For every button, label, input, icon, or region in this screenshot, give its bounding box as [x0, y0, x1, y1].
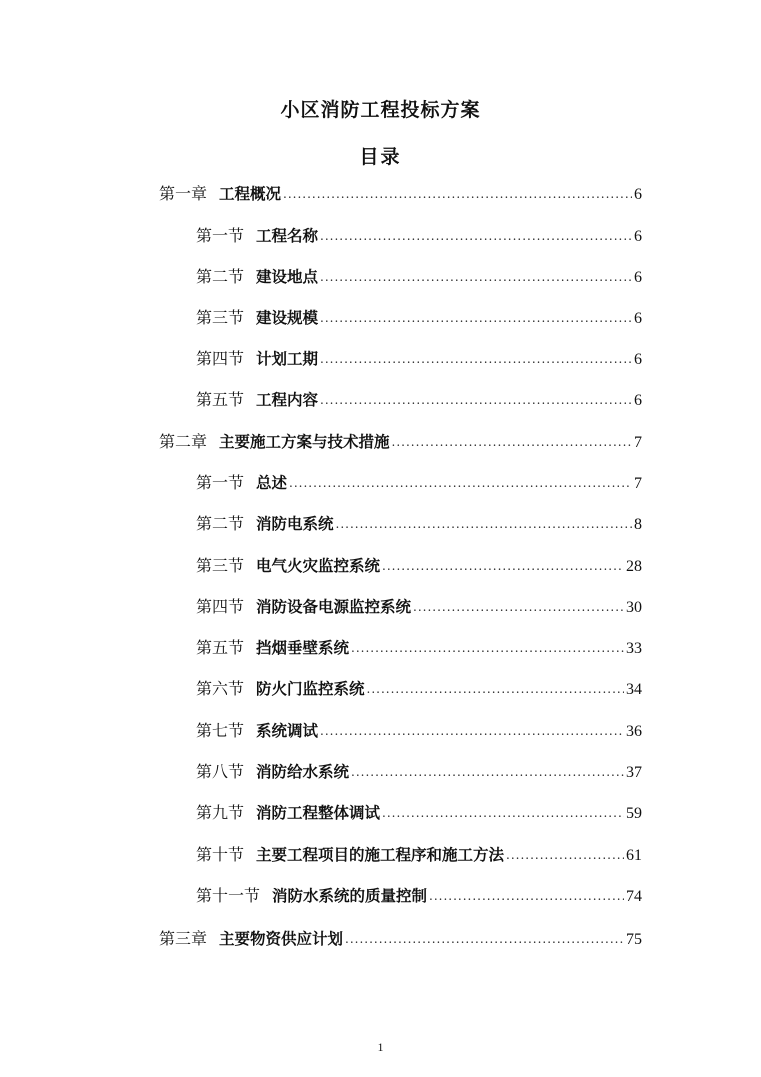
toc-entry-title: 工程内容 [256, 391, 319, 409]
toc-entry-number: 第五节 [196, 638, 245, 657]
toc-entry-section[interactable] [196, 347, 642, 371]
toc-dot-leader [283, 182, 632, 206]
toc-dot-leader [382, 554, 624, 578]
toc-entry-page: 6 [634, 351, 642, 368]
toc-dot-leader [336, 512, 632, 536]
toc-entry-title: 挡烟垂壁系统 [256, 639, 350, 657]
toc-entry-number: 第六节 [196, 679, 245, 698]
toc-entry-page: 59 [626, 805, 642, 822]
toc-entry-title: 工程名称 [256, 227, 319, 245]
toc-dot-leader [351, 760, 624, 784]
toc-entry-number: 第十一节 [196, 886, 261, 905]
toc-entry-section[interactable] [196, 677, 642, 701]
toc-entry-page: 36 [626, 723, 642, 740]
toc-entry-number: 第二节 [196, 514, 245, 533]
toc-entry-title: 主要物资供应计划 [219, 930, 344, 948]
toc-dot-leader [382, 801, 624, 825]
toc-entry-section[interactable] [196, 388, 642, 412]
toc-entry-chapter-3[interactable] [159, 927, 642, 951]
toc-entry-chapter-1[interactable] [159, 182, 642, 206]
toc-entry-page: 33 [626, 640, 642, 657]
toc-entry-section[interactable] [196, 636, 642, 660]
toc-dot-leader [367, 677, 624, 701]
toc-dot-leader [506, 843, 624, 867]
toc-entry-number: 第四节 [196, 349, 245, 368]
toc-entry-number: 第四节 [196, 597, 245, 616]
toc-entry-title: 主要工程项目的施工程序和施工方法 [256, 846, 505, 864]
toc-dot-leader [320, 306, 632, 330]
toc-dot-leader [429, 884, 624, 908]
toc-entry-title: 消防给水系统 [256, 763, 350, 781]
toc-entry-section[interactable] [196, 595, 642, 619]
toc-entry-section[interactable] [196, 719, 642, 743]
toc-entry-number: 第八节 [196, 762, 245, 781]
toc-entry-title: 主要施工方案与技术措施 [219, 433, 390, 451]
toc-entry-number: 第七节 [196, 721, 245, 740]
toc-entry-number: 第一章 [159, 184, 208, 203]
toc-entry-number: 第十节 [196, 845, 245, 864]
toc-entry-page: 7 [634, 475, 642, 492]
toc-dot-leader [320, 719, 624, 743]
toc-entry-title: 电气火灾监控系统 [256, 557, 381, 575]
toc-entry-title: 计划工期 [256, 350, 319, 368]
toc-entry-title: 消防水系统的质量控制 [272, 887, 428, 905]
toc-entry-page: 74 [626, 888, 642, 905]
toc-entry-section[interactable] [196, 265, 642, 289]
toc-entry-title: 消防设备电源监控系统 [256, 598, 412, 616]
toc-entry-title: 建设地点 [256, 268, 319, 286]
toc-entry-page: 75 [626, 931, 642, 948]
toc-entry-title: 工程概况 [219, 185, 282, 203]
toc-entry-page: 37 [626, 764, 642, 781]
toc-entry-section[interactable] [196, 512, 642, 536]
toc-entry-section[interactable] [196, 306, 642, 330]
document-title: 小区消防工程投标方案 [280, 99, 481, 121]
toc-entry-section[interactable] [196, 554, 642, 578]
page-number: 1 [377, 1040, 384, 1054]
toc-entry-page: 6 [634, 269, 642, 286]
toc-entry-chapter-2[interactable] [159, 430, 642, 454]
toc-dot-leader [413, 595, 624, 619]
toc-dot-leader [345, 927, 624, 951]
toc-entry-number: 第三章 [159, 929, 208, 948]
toc-entry-title: 建设规模 [256, 309, 319, 327]
toc-entry-section[interactable] [196, 801, 642, 825]
toc-entry-number: 第三节 [196, 556, 245, 575]
toc-entry-page: 30 [626, 599, 642, 616]
toc-entry-page: 6 [634, 186, 642, 203]
toc-dot-leader [320, 347, 632, 371]
toc-entry-page: 8 [634, 516, 642, 533]
toc-entry-title: 消防电系统 [256, 515, 334, 533]
toc-entry-number: 第二节 [196, 267, 245, 286]
toc-entry-page: 6 [634, 310, 642, 327]
toc-entry-number: 第二章 [159, 432, 208, 451]
toc-entry-section[interactable] [196, 224, 642, 248]
toc-entry-section[interactable] [196, 760, 642, 784]
toc-dot-leader [289, 471, 632, 495]
toc-entry-section[interactable] [196, 843, 642, 867]
toc-dot-leader [320, 265, 632, 289]
toc-entry-section[interactable] [196, 884, 642, 908]
toc-entry-number: 第三节 [196, 308, 245, 327]
toc-dot-leader [392, 430, 632, 454]
toc-entry-page: 6 [634, 228, 642, 245]
toc-entry-page: 61 [626, 847, 642, 864]
toc-heading: 目录 [359, 146, 402, 168]
toc-entry-title: 总述 [256, 474, 288, 492]
toc-entry-page: 28 [626, 558, 642, 575]
toc-entry-page: 34 [626, 681, 642, 698]
toc-dot-leader [351, 636, 624, 660]
toc-entry-title: 消防工程整体调试 [256, 804, 381, 822]
toc-entry-section[interactable] [196, 471, 642, 495]
toc-dot-leader [320, 388, 632, 412]
toc-entry-number: 第一节 [196, 226, 245, 245]
toc-entry-number: 第一节 [196, 473, 245, 492]
toc-entry-number: 第五节 [196, 390, 245, 409]
toc-entry-number: 第九节 [196, 803, 245, 822]
toc-entry-page: 7 [634, 434, 642, 451]
toc-entry-title: 防火门监控系统 [256, 680, 365, 698]
toc-entry-page: 6 [634, 392, 642, 409]
toc-entry-title: 系统调试 [256, 722, 319, 740]
toc-dot-leader [320, 224, 632, 248]
